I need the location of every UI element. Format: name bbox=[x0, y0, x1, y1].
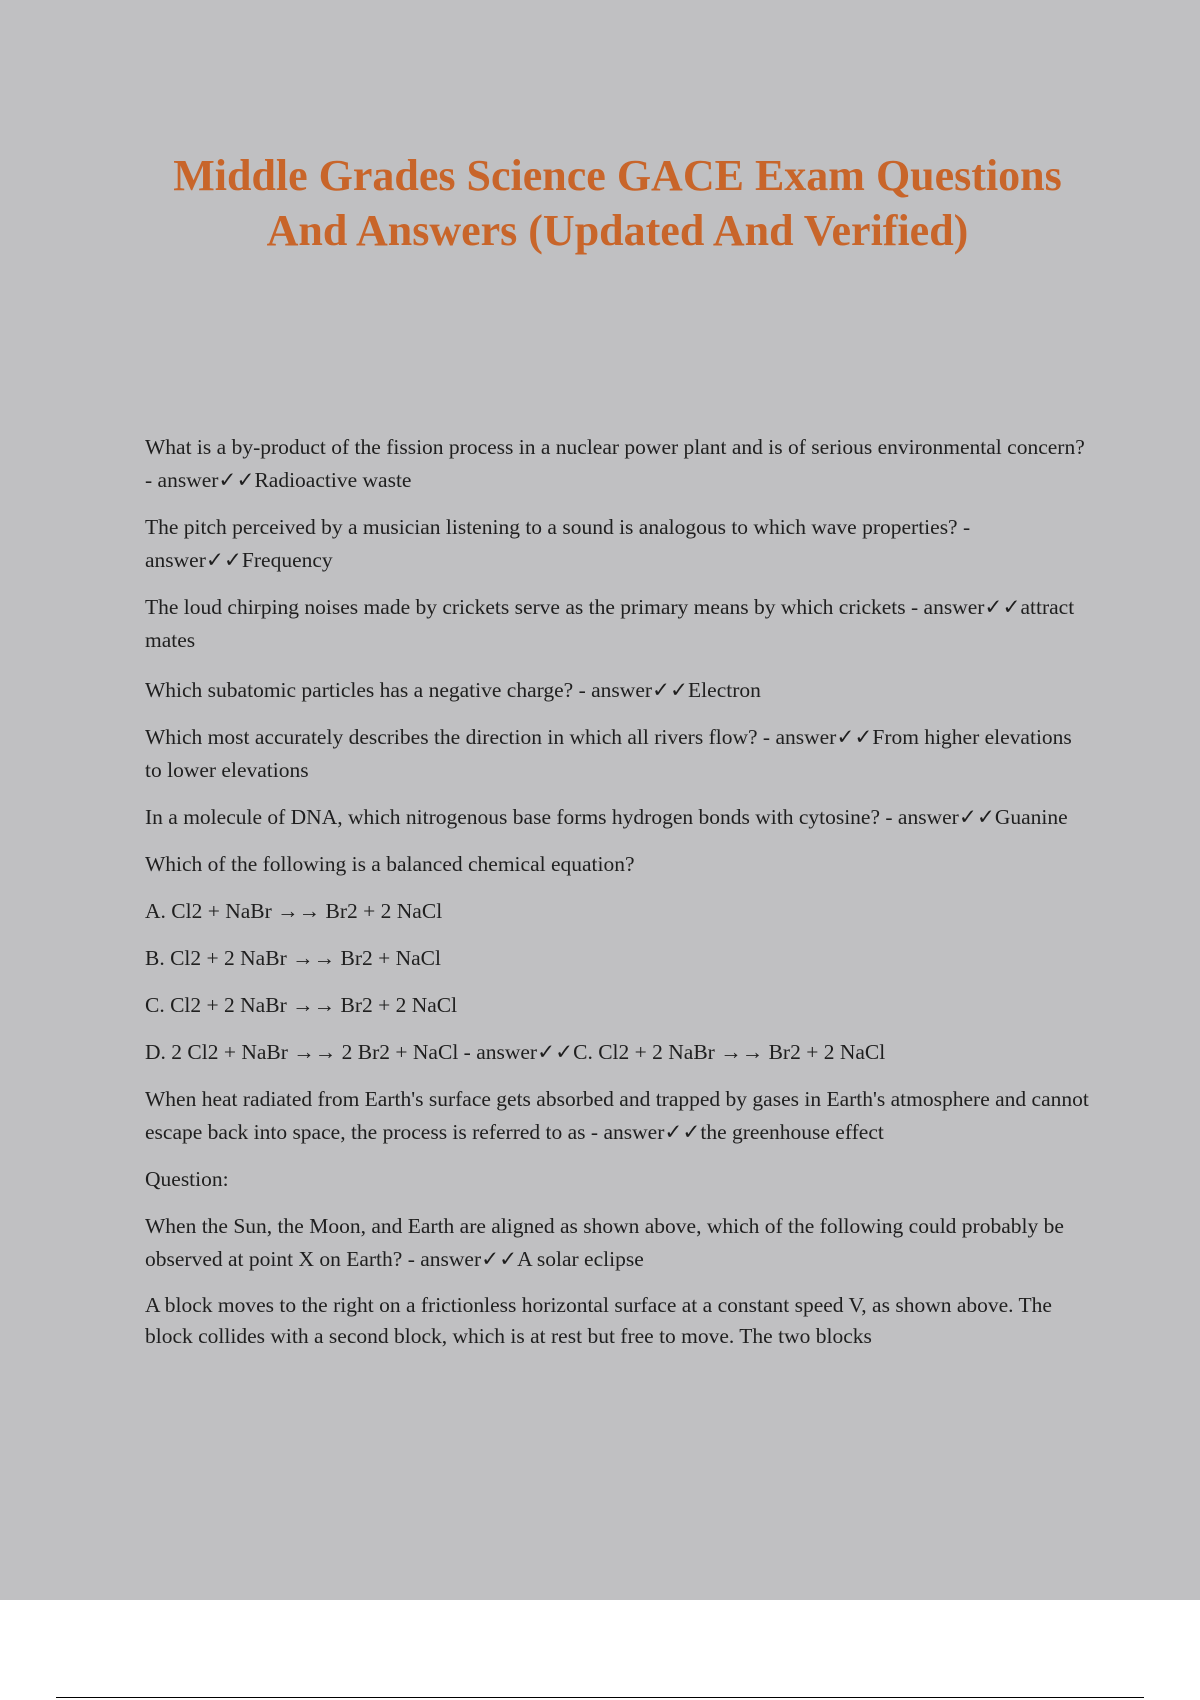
option-line: D. 2 Cl2 + NaBr →→ 2 Br2 + NaCl - answer✓✓C. Cl2 + 2 NaBr →→ Br2 + 2 NaCl bbox=[145, 1040, 886, 1064]
paragraph: A block moves to the right on a frictionless horizontal surface at a constant speed V, as shown above. The block collides with a second block, which is at rest but free to move. The two blocks bbox=[145, 1293, 1052, 1348]
document-body bbox=[145, 431, 1090, 1366]
paragraph: The loud chirping noises made by crickets serve as the primary means by which crickets - answer✓✓attract mates bbox=[145, 595, 1075, 652]
paragraph: Which most accurately describes the direction in which all rivers flow? - answer✓✓From higher elevations to lower elevations bbox=[145, 725, 1072, 782]
option-line: C. Cl2 + 2 NaBr →→ Br2 + 2 NaCl bbox=[145, 993, 458, 1017]
paragraph: The pitch perceived by a musician listening to a sound is analogous to which wave properties? - answer✓✓Frequency bbox=[145, 515, 971, 572]
paragraph: Which of the following is a balanced chemical equation? bbox=[145, 852, 635, 876]
paragraph: When heat radiated from Earth's surface gets absorbed and trapped by gases in Earth's atmosphere and cannot escape back into space, the process is referred to as - answer✓✓the greenhouse effect bbox=[145, 1087, 1089, 1144]
paragraph: In a molecule of DNA, which nitrogenous base forms hydrogen bonds with cytosine? - answer✓✓Guanine bbox=[145, 805, 1068, 829]
option-line: A. Cl2 + NaBr →→ Br2 + 2 NaCl bbox=[145, 899, 443, 923]
option-line: B. Cl2 + 2 NaBr →→ Br2 + NaCl bbox=[145, 946, 441, 970]
paragraph: Which subatomic particles has a negative charge? - answer✓✓Electron bbox=[145, 678, 761, 702]
document-title: Middle Grades Science GACE Exam Questions And Answers (Updated And Verified) bbox=[173, 151, 1062, 255]
paragraph: What is a by-product of the fission process in a nuclear power plant and is of serious environmental concern? - answer✓✓Radioactive waste bbox=[145, 435, 1085, 492]
paragraph: When the Sun, the Moon, and Earth are aligned as shown above, which of the following could probably be observed at point X on Earth? - answer✓✓A solar eclipse bbox=[145, 1214, 1064, 1271]
paragraph: Question: bbox=[145, 1167, 229, 1191]
footer-rule bbox=[56, 1697, 1144, 1698]
